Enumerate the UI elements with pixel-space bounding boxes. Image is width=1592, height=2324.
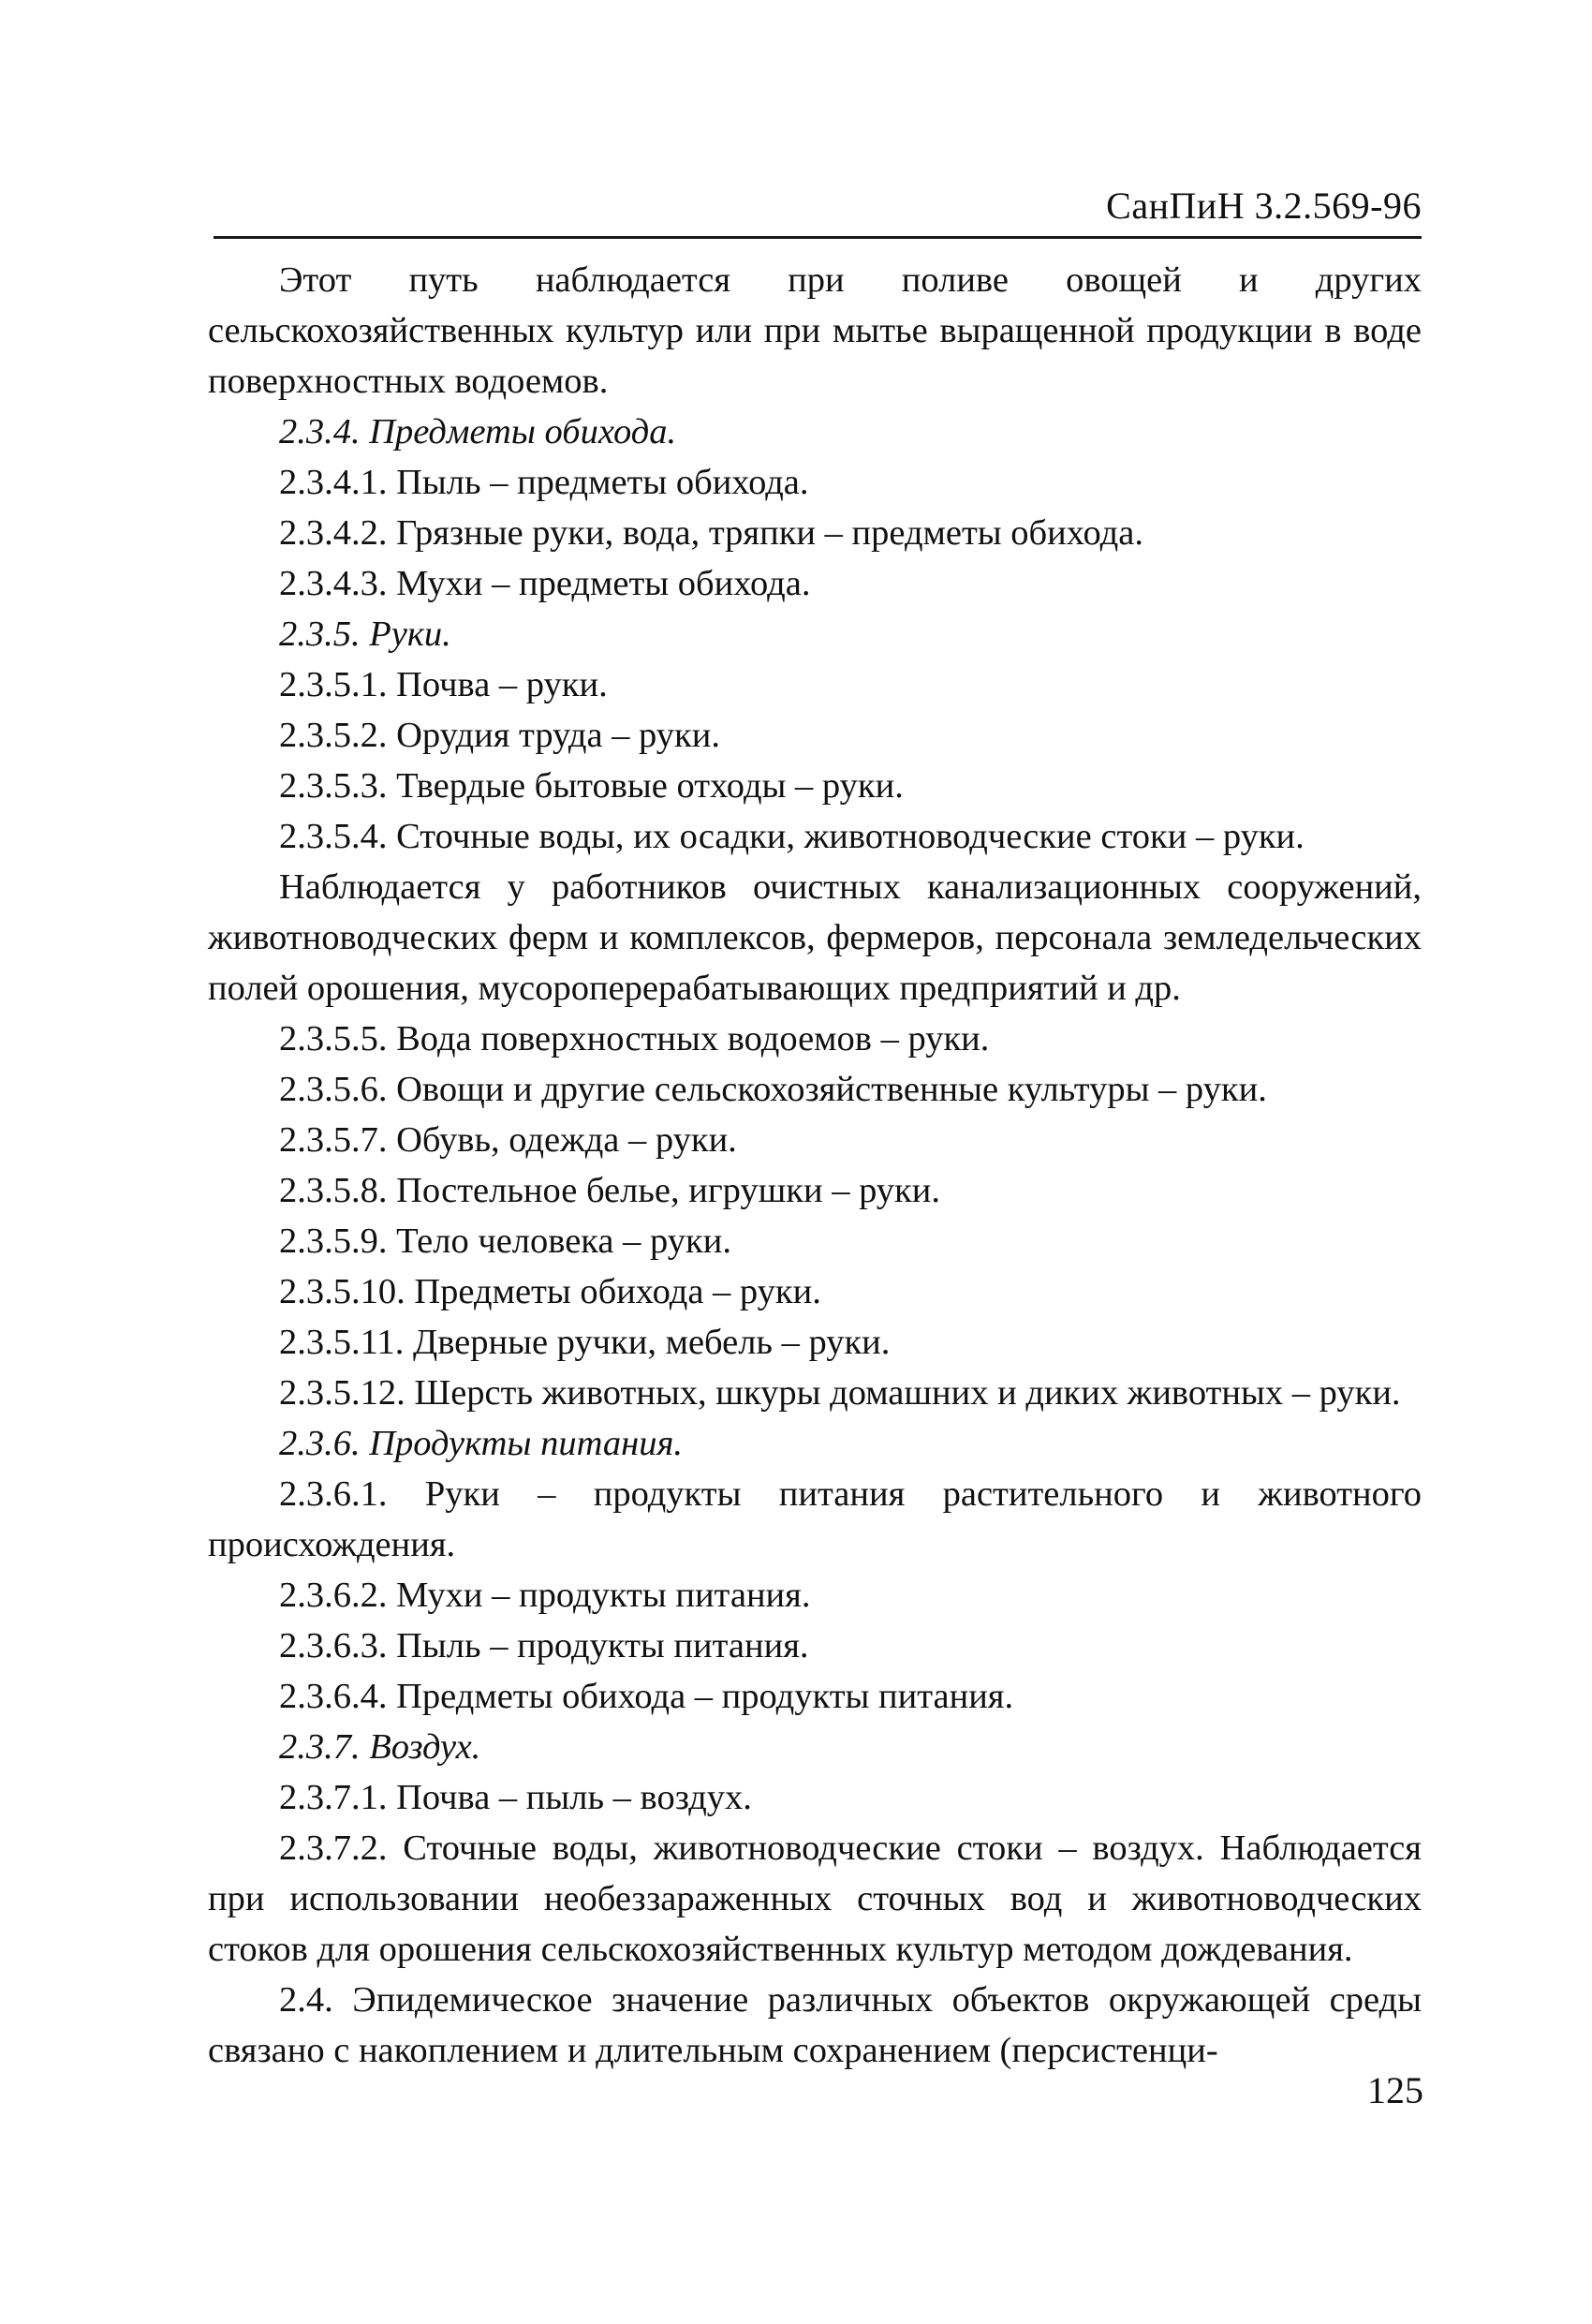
paragraph: 2.3.6.4. Предметы обихода – продукты питания.: [279, 1677, 1014, 1716]
paragraph: 2.3.5.10. Предметы обихода – руки.: [279, 1272, 821, 1311]
paragraph: 2.4. Эпидемическое значение различных объектов окружающей среды связано с накоплением и длительным сохранением (персистенци-: [208, 1980, 1422, 2070]
paragraph: 2.3.4.3. Мухи – предметы обихода.: [279, 564, 811, 603]
section-heading: 2.3.7. Воздух.: [279, 1727, 481, 1767]
paragraph: 2.3.7.1. Почва – пыль – воздух.: [279, 1778, 752, 1817]
paragraph: 2.3.5.2. Орудия труда – руки.: [279, 716, 720, 755]
page-number: 125: [1367, 2069, 1423, 2111]
paragraph: 2.3.5.11. Дверные ручки, мебель – руки.: [279, 1323, 891, 1362]
section-heading: 2.3.6. Продукты питания.: [279, 1424, 684, 1463]
body-text: [208, 255, 1422, 2076]
section-heading: 2.3.5. Руки.: [279, 614, 451, 654]
paragraph: 2.3.4.1. Пыль – предметы обихода.: [279, 463, 809, 502]
paragraph: 2.3.5.6. Овощи и другие сельскохозяйственные культуры – руки.: [279, 1070, 1267, 1109]
paragraph: 2.3.4.2. Грязные руки, вода, тряпки – предметы обихода.: [279, 513, 1143, 553]
paragraph: Этот путь наблюдается при поливе овощей и других сельскохозяйственных культур или при мытье выращенной продукции в воде поверхностных водоемов.: [208, 260, 1422, 401]
paragraph: 2.3.5.1. Почва – руки.: [279, 665, 608, 704]
paragraph: 2.3.5.9. Тело человека – руки.: [279, 1221, 731, 1261]
paragraph: 2.3.6.2. Мухи – продукты питания.: [279, 1576, 811, 1615]
running-header: СанПиН 3.2.569-96: [1106, 185, 1422, 227]
paragraph: 2.3.5.8. Постельное белье, игрушки – руки.: [279, 1171, 940, 1210]
header-rule: [214, 236, 1422, 239]
section-heading: 2.3.4. Предметы обихода.: [279, 412, 677, 451]
paragraph: 2.3.7.2. Сточные воды, животноводческие стоки – воздух. Наблюдается при использовании необеззараженных сточных вод и животноводческих стоков для орошения сельскохозяйственных культур методом дождевания.: [208, 1828, 1422, 1969]
paragraph: Наблюдается у работников очистных канализационных сооружений, животноводческих ферм и комплексов, фермеров, персонала земледельческих полей орошения, мусороперерабатывающих предприятий и др.: [208, 867, 1422, 1008]
paragraph: 2.3.5.5. Вода поверхностных водоемов – руки.: [279, 1019, 990, 1058]
paragraph: 2.3.6.3. Пыль – продукты питания.: [279, 1626, 809, 1665]
paragraph: 2.3.6.1. Руки – продукты питания растительного и животного происхождения.: [208, 1474, 1422, 1564]
paragraph: 2.3.5.7. Обувь, одежда – руки.: [279, 1120, 737, 1160]
paragraph: 2.3.5.4. Сточные воды, их осадки, животноводческие стоки – руки.: [279, 817, 1305, 856]
paragraph: 2.3.5.3. Твердые бытовые отходы – руки.: [279, 766, 904, 806]
paragraph: 2.3.5.12. Шерсть животных, шкуры домашних и диких животных – руки.: [279, 1373, 1401, 1413]
